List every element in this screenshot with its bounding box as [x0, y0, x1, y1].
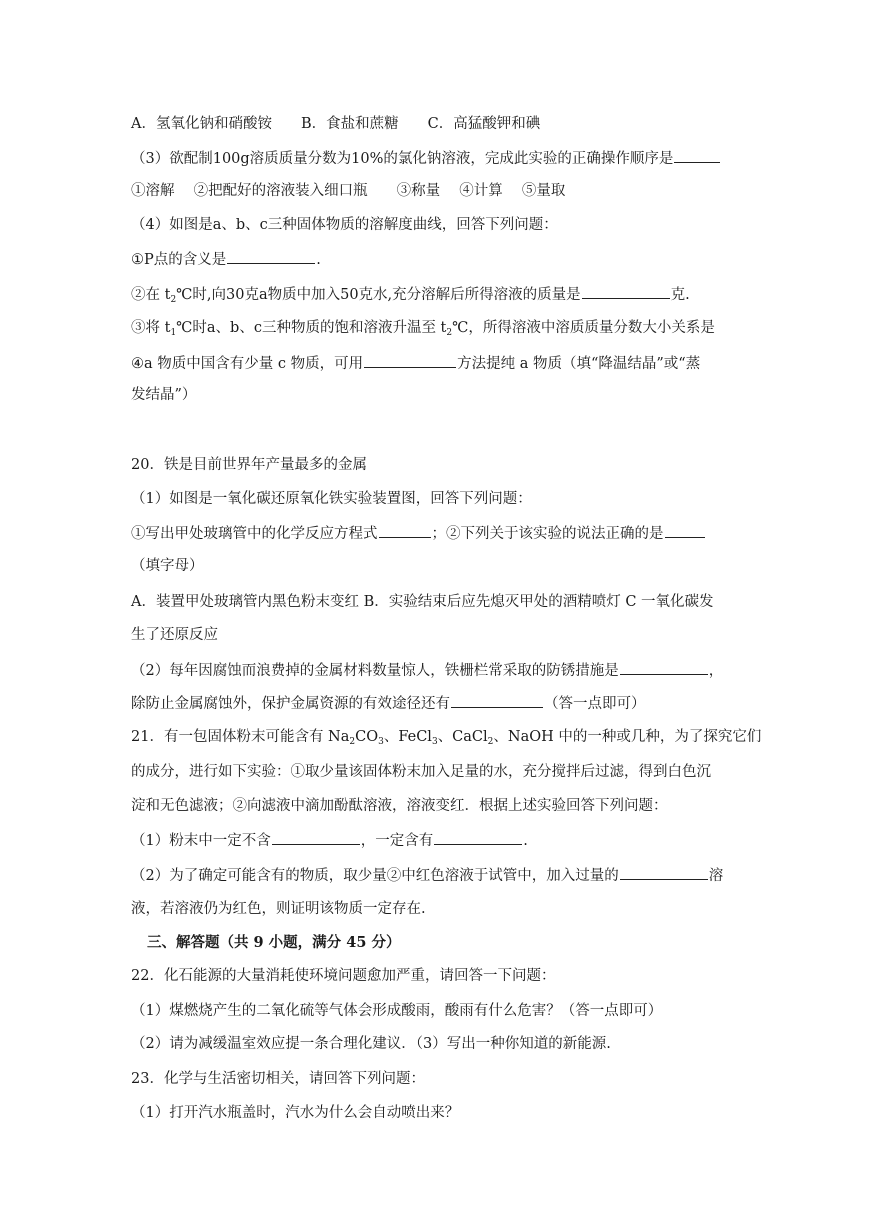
- question-text: 方法提纯 a 物质（填“降温结晶”或“蒸: [457, 356, 701, 372]
- question-text: 溶: [708, 868, 724, 884]
- question-text: .: [316, 252, 321, 268]
- answer-blank[interactable]: [620, 865, 708, 880]
- q21-stem-3: [131, 796, 741, 816]
- q20-stem: [131, 455, 741, 475]
- question-text: （填字母）: [131, 558, 204, 574]
- q19-part3: [131, 148, 741, 169]
- question-text: （2）每年因腐蚀而浪费掉的金属材料数量惊人，铁栅栏常采取的防锈措施是: [131, 663, 619, 679]
- answer-blank[interactable]: [227, 249, 315, 264]
- q21-part2-cont: [131, 899, 741, 919]
- question-stem: 23．化学与生活密切相关，请回答下列问题：: [131, 1071, 425, 1087]
- question-text: CO: [355, 729, 379, 745]
- question-text: （2）请为减缓温室效应提一条合理化建议．（3）写出一种你知道的新能源.: [131, 1036, 611, 1052]
- section-title: [147, 933, 757, 953]
- answer-blank[interactable]: [451, 693, 543, 708]
- question-text: （1）打开汽水瓶盖时，汽水为什么会自动喷出来？: [131, 1105, 460, 1121]
- q19-part4-4-cont: [131, 385, 741, 405]
- q19-part4-4: [131, 353, 741, 374]
- subscript: 1: [170, 328, 177, 338]
- question-text: ，: [708, 663, 724, 679]
- question-text: ②在 t: [131, 287, 171, 303]
- question-text: （4）如图是a、b、c三种固体物质的溶解度曲线，回答下列问题：: [131, 217, 558, 233]
- answer-blank[interactable]: [582, 284, 670, 299]
- question-text: 克.: [670, 287, 690, 303]
- subscript: 2: [170, 295, 177, 305]
- question-text: ℃，所得溶液中溶质质量分数大小关系是: [452, 320, 715, 336]
- question-text: （3）欲配制100g溶质质量分数为10%的氯化钠溶液，完成此实验的正确操作顺序是: [131, 151, 674, 167]
- question-text: 液，若溶液仍为红色，则证明该物质一定存在.: [131, 901, 426, 917]
- question-text: 、CaCl: [437, 729, 488, 745]
- subscript: 3: [378, 737, 384, 747]
- q21-stem-2: [131, 762, 741, 782]
- answer-blank[interactable]: [272, 830, 360, 845]
- q19-part4-2: [131, 284, 741, 310]
- subscript: 3: [431, 737, 438, 747]
- question-text: （1）煤燃烧产生的二氧化硫等气体会形成酸雨，酸雨有什么危害？（答一点即可）: [131, 1003, 663, 1019]
- subscript: 2: [349, 737, 356, 747]
- q19-part3-steps: [131, 181, 741, 201]
- question-text: 除防止金属腐蚀外，保护金属资源的有效途径还有: [131, 696, 450, 712]
- question-text: ℃时,向30克a物质中加入50克水,充分溶解后所得溶液的质量是: [176, 287, 581, 303]
- question-text: 、NaOH 中的一种或几种，为了探究它们: [493, 729, 762, 745]
- q19-part4-1: [131, 249, 741, 270]
- question-text: （答一点即可）: [544, 696, 646, 712]
- option-text: A．装置甲处玻璃管内黑色粉末变红 B．实验结束后应先熄灭甲处的酒精喷灯 C 一氧化碳发: [131, 594, 714, 610]
- q23-stem: [131, 1069, 741, 1089]
- answer-blank[interactable]: [434, 830, 522, 845]
- question-stem: 20．铁是目前世界年产量最多的金属: [131, 457, 367, 473]
- q19-part4-3: [131, 318, 741, 343]
- q23-part1: [131, 1103, 741, 1123]
- question-text: ①写出甲处玻璃管中的化学反应方程式: [131, 526, 378, 542]
- subscript: 2: [446, 328, 453, 338]
- question-text: 的成分，进行如下实验：①取少量该固体粉末加入足量的水，充分搅拌后过滤，得到白色沉: [131, 764, 711, 780]
- question-text: ①P点的含义是: [131, 252, 227, 268]
- answer-blank[interactable]: [665, 523, 705, 538]
- q22-stem: [131, 966, 741, 986]
- section-heading: 三、解答题（共 9 小题，满分 45 分）: [147, 934, 401, 951]
- q20-part1-options-cont: [131, 625, 741, 645]
- q19-options: [131, 114, 741, 134]
- question-text: 淀和无色滤液；②向滤液中滴加酚酞溶液，溶液变红．根据上述实验回答下列问题：: [131, 798, 668, 814]
- answer-blank[interactable]: [620, 660, 708, 675]
- question-text: ④a 物质中国含有少量 c 物质，可用: [131, 356, 364, 372]
- question-text: （2）为了确定可能含有的物质，取少量②中红色溶液于试管中，加入过量的: [131, 868, 619, 884]
- q19-part4: [131, 215, 741, 235]
- question-text: .: [523, 833, 528, 849]
- question-text: ；②下列关于该实验的说法正确的是: [431, 526, 664, 542]
- question-text: ③将 t: [131, 320, 171, 336]
- q20-part1-options: [131, 592, 741, 612]
- answer-blank[interactable]: [674, 148, 720, 163]
- answer-blank[interactable]: [379, 523, 431, 538]
- q22-part1: [131, 1001, 741, 1021]
- q21-part2: [131, 865, 741, 886]
- q20-part1-line: [131, 523, 741, 544]
- answer-blank[interactable]: [364, 353, 456, 368]
- option-text: A．氢氧化钠和硝酸铵 B．食盐和蔗糖 C．高猛酸钾和碘: [131, 116, 541, 132]
- question-text: 、FeCl: [383, 729, 432, 745]
- question-text: （1）粉末中一定不含: [131, 833, 271, 849]
- q22-part2: [131, 1034, 741, 1054]
- option-text: 生了还原反应: [131, 627, 218, 643]
- q21-part1: [131, 830, 741, 851]
- question-text: ℃时a、b、c三种物质的饱和溶液升温至 t: [176, 320, 447, 336]
- q21-stem: [131, 727, 762, 752]
- question-text: 发结晶”）: [131, 387, 197, 403]
- question-text: ，一定含有: [360, 833, 434, 849]
- q20-part2-cont: [131, 693, 741, 714]
- q20-part1: [131, 489, 741, 509]
- question-stem: 22．化石能源的大量消耗使环境问题愈加严重，请回答一下问题：: [131, 968, 556, 984]
- steps-text: ①溶解 ②把配好的溶液装入细口瓶 ③称量 ④计算 ⑤量取: [131, 183, 566, 199]
- question-text: 21．有一包固体粉末可能含有 Na: [131, 729, 350, 745]
- subscript: 2: [487, 737, 494, 747]
- q20-part1-note: [131, 556, 741, 576]
- question-text: （1）如图是一氧化碳还原氧化铁实验装置图，回答下列问题：: [131, 491, 532, 507]
- q20-part2: [131, 660, 741, 681]
